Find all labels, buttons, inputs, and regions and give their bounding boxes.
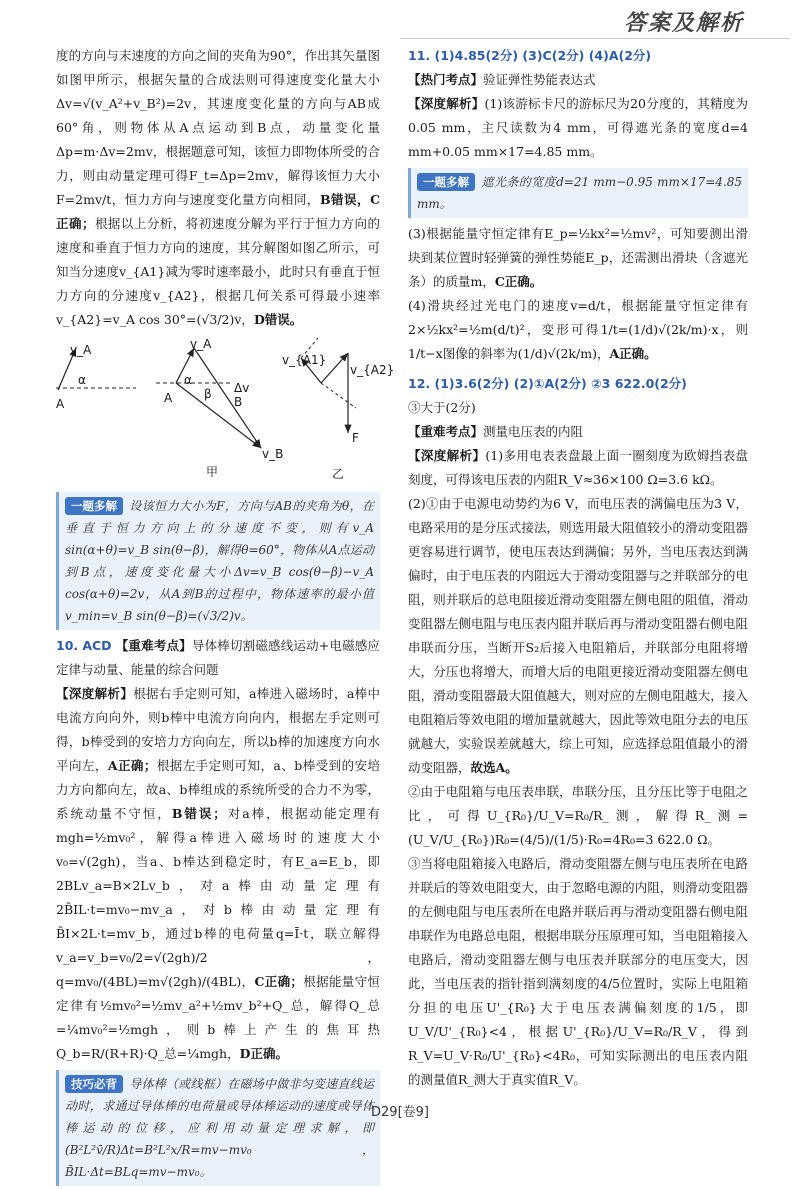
q12-answers-line1: 12. (1)3.6(2分) (2)①A(2分) ②3 622.0(2分) (408, 376, 687, 391)
fig-a-label: A (164, 391, 173, 405)
left-column (56, 44, 395, 1190)
dashed-guide-2 (321, 383, 356, 408)
fig-name-yi: 乙 (332, 467, 345, 481)
vector-figure (56, 337, 395, 488)
fig-alpha-label: α (184, 373, 192, 387)
tip-multiple-solutions-2: 一题多解 遮光条的宽度d=21 mm−0.95 mm×17=4.85 mm。 (408, 168, 748, 218)
fig-b-label: B (234, 395, 243, 409)
q11-analysis-4: (4)滑块经过光电门的速度v=d/t，根据能量守恒定律有2×½kx²=½m(d/t)²，变形可得1/t=(1/d)√(2k/m)·x，则1/t−x图像的斜率为(1/d)√(2k/m)，A正确。 (408, 298, 748, 361)
q11-analysis-3: (3)根据能量守恒定律有E_p=½kx²=½mv²，可知要测出滑块到某位置时轻弹簧的弹性势能E_p，还需测出滑块（含遮光条）的质量m，C正确。 (408, 226, 748, 289)
fig-dv-label: Δv (234, 381, 250, 395)
q12-analysis-1: 【深度解析】(1)多用电表表盘最上面一圈刻度为欧姆挡表盘刻度，可得该电压表的内阻R_V≈36×100 Ω=3.6 kΩ。 (408, 448, 748, 487)
q10-analysis: 【深度解析】根据右手定则可知，a棒进入磁场时，a棒中电流方向向外，则b棒中电流方向向内，根据左手定则可得，b棒受到的安培力方向向左，所以b棒的加速度方向水平向左，A正确；根据左手定则可知，a、b棒受到的安培力方向都向左，故a、b棒组成的系统所受的合力不为零，系统动量不守恒，B错误；对a棒，根据动能定理有mgh=½mv₀²，解得a棒进入磁场时的速度大小v₀=√(2gh)，当a、b棒达到稳定时，有E_a=E_b，即2BLv_a=B×2Lv_b，对a棒由动量定理有2B̄IL·t=mv₀−mv_a，对b棒由动量定理有B̄I×2L·t=mv_b，通过b棒的电荷量q=Ī·t，联立解得v_a=v_b=v₀/2=√(2gh)/2，q=mv₀/(4BL)=m√(2gh)/(4BL)，C正确；根据能量守恒定律有½mv₀²=½mv_a²+½mv_b²+Q_总，解得Q_总=¼mv₀²=½mgh，则b棒上产生的焦耳热Q_b=R/(R+R)·Q_总=¼mgh，D正确。 (56, 686, 380, 1061)
q12-analysis-2: (2)①由于电源电动势约为6 V，而电压表的满偏电压为3 V，电路采用的是分压式接法，则选用最大阻值较小的滑动变阻器更容易进行调节，使电压表达到满偏；另外，当电压表达到满偏时，由于电压表的内阻远大于滑动变阻器与之并联部分的电阻，则并联后的总电阻接近滑动变阻器左侧电阻的阻值，滑动变阻器左侧电阻与电压表内阻并联后再与滑动变阻器右侧电阻串联而分压，当断开S₂后接入电阻箱后，并联部分电阻将增大，分压也将增大，而增大后的电阻更接近滑动变阻器左侧电阻，滑动变阻器最大阻值越大，则对应的左侧电阻越大，接入电阻箱后等效电阻的增加量就越大，因此等效电阻分去的电压就越大，实验误差就越大，综上可知，应选择总阻值最小的滑动变阻器，故选A。 (408, 496, 748, 775)
tip-badge: 一题多解 (65, 497, 123, 515)
fig-va1-label: v_{A1} (282, 353, 327, 367)
fig-va2-label: v_{A2} (350, 363, 395, 377)
fig-va-label-left: v_A (70, 343, 92, 357)
tip-must-remember: 技巧必背 导体棒（或线框）在磁场中做非匀变速直线运动时，求通过导体棒的电荷量或导体棒运动的速度或导体棒运动的位移，应利用动量定理求解，即(B²L²v̄/R)Δt=B²L²x/R=mv−mv₀，B̄IL·Δt=BLq=mv−mv₀。 (56, 1070, 380, 1186)
tip-multiple-solutions-1: 一题多解 设该恒力大小为F，方向与AB的夹角为θ，在垂直于恒力方向上的分速度不变，则有v_A sin(α+θ)=v_B sin(θ−β)，解得θ=60°，物体从A点运动到B点，速度变化量大小Δv=v_B cos(θ−β)−v_A cos(α+θ)=2v，从A到B的过程中，物体速率的最小值v_min=v_B sin(θ−β)=(√3/2)v。 (56, 492, 380, 630)
tip-badge: 一题多解 (417, 173, 475, 191)
right-column (408, 44, 748, 1092)
q12-key-point: 【重难考点】测量电压表的内阻 (408, 424, 584, 439)
fig-va-label: v_A (190, 337, 212, 351)
q12-analysis-4: ③当将电阻箱接入电路后，滑动变阻器左侧与电压表所在电路并联后的等效电阻变大，由于忽略电源的内阻，则滑动变阻器的左侧电阻与电压表所在电路并联后再与滑动变阻器右侧电阻串联作为电路总电阻，根据串联分压原理可知，当电阻箱接入电路后，滑动变阻器左侧与电压表并联部分的电压变大，因此，当电压表的指针指到满刻度的4/5位置时，实际上电阻箱分担的电压U'_{R₀}大于电压表满偏刻度的1/5，即U_V/U'_{R₀}<4，根据U'_{R₀}/U_V=R₀/R_V，得到R_V=U_V·R₀/U'_{R₀}<4R₀，可知实际测出的电压表内阻的测量值R_测大于真实值R_V。 (408, 856, 748, 1087)
fig-name-jia: 甲 (206, 465, 219, 479)
q12-analysis-3: ②由于电阻箱与电压表串联，串联分压，且分压比等于电阻之比，可得U_{R₀}/U_V=R₀/R_测，解得R_测=(U_V/U_{R₀})R₀=(4/5)/(1/5)·R₀=4R₀=3 622.0 Ω。 (408, 784, 748, 847)
fig-f-label: F (352, 431, 359, 445)
header-title: 答案及解析 (623, 11, 744, 36)
q10-header: 10. ACD 【重难考点】导体棒切割磁感线运动+电磁感应定律与动量、能量的综合问题 (56, 638, 380, 677)
q11-hot-topic: 【热门考点】验证弹性势能表达式 (408, 72, 596, 87)
page-footer: D29[卷9] (371, 1105, 429, 1120)
header-divider (400, 38, 790, 39)
fig-alpha-label-left: α (78, 373, 86, 387)
q12-answers-line2: ③大于(2分) (408, 400, 476, 415)
q11-answers: 11. (1)4.85(2分) (3)C(2分) (4)A(2分) (408, 48, 652, 63)
fig-vb-label: v_B (262, 447, 284, 461)
fig-beta-label: β (204, 387, 212, 401)
fig-a-label-left: A (56, 397, 65, 411)
tip-badge: 技巧必背 (65, 1075, 123, 1093)
q11-analysis-1: 【深度解析】(1)该游标卡尺的游标尺为20分度的，其精度为0.05 mm，主尺读数为4 mm，可得遮光条的宽度d=4 mm+0.05 mm×17=4.85 mm。 (408, 96, 748, 159)
left-paragraph-1: 度的方向与末速度的方向之间的夹角为90°，作出其矢量图如图甲所示，根据矢量的合成法则可得速度变化量大小Δv=√(v_A²+v_B²)=2v，其速度变化量的方向与AB成60°角，则物体从A点运动到B点，动量变化量Δp=m·Δv=2mv，根据题意可知，该恒力即物体所受的合力，则由动量定理可得F_t=Δp=2mv，解得该恒力大小F=2mv/t，恒力方向与速度变化量方向相同，B错误，C正确；根据以上分析，将初速度分解为平行于恒力方向的速度和垂直于恒力方向的速度，其分解图如图乙所示，可知当分速度v_{A1}减为零时速率最小，此时只有垂直于恒力方向的分速度v_{A2}，根据几何关系可得最小速率v_{A2}=v_A cos 30°=(√3/2)v，D错误。 (56, 48, 381, 327)
